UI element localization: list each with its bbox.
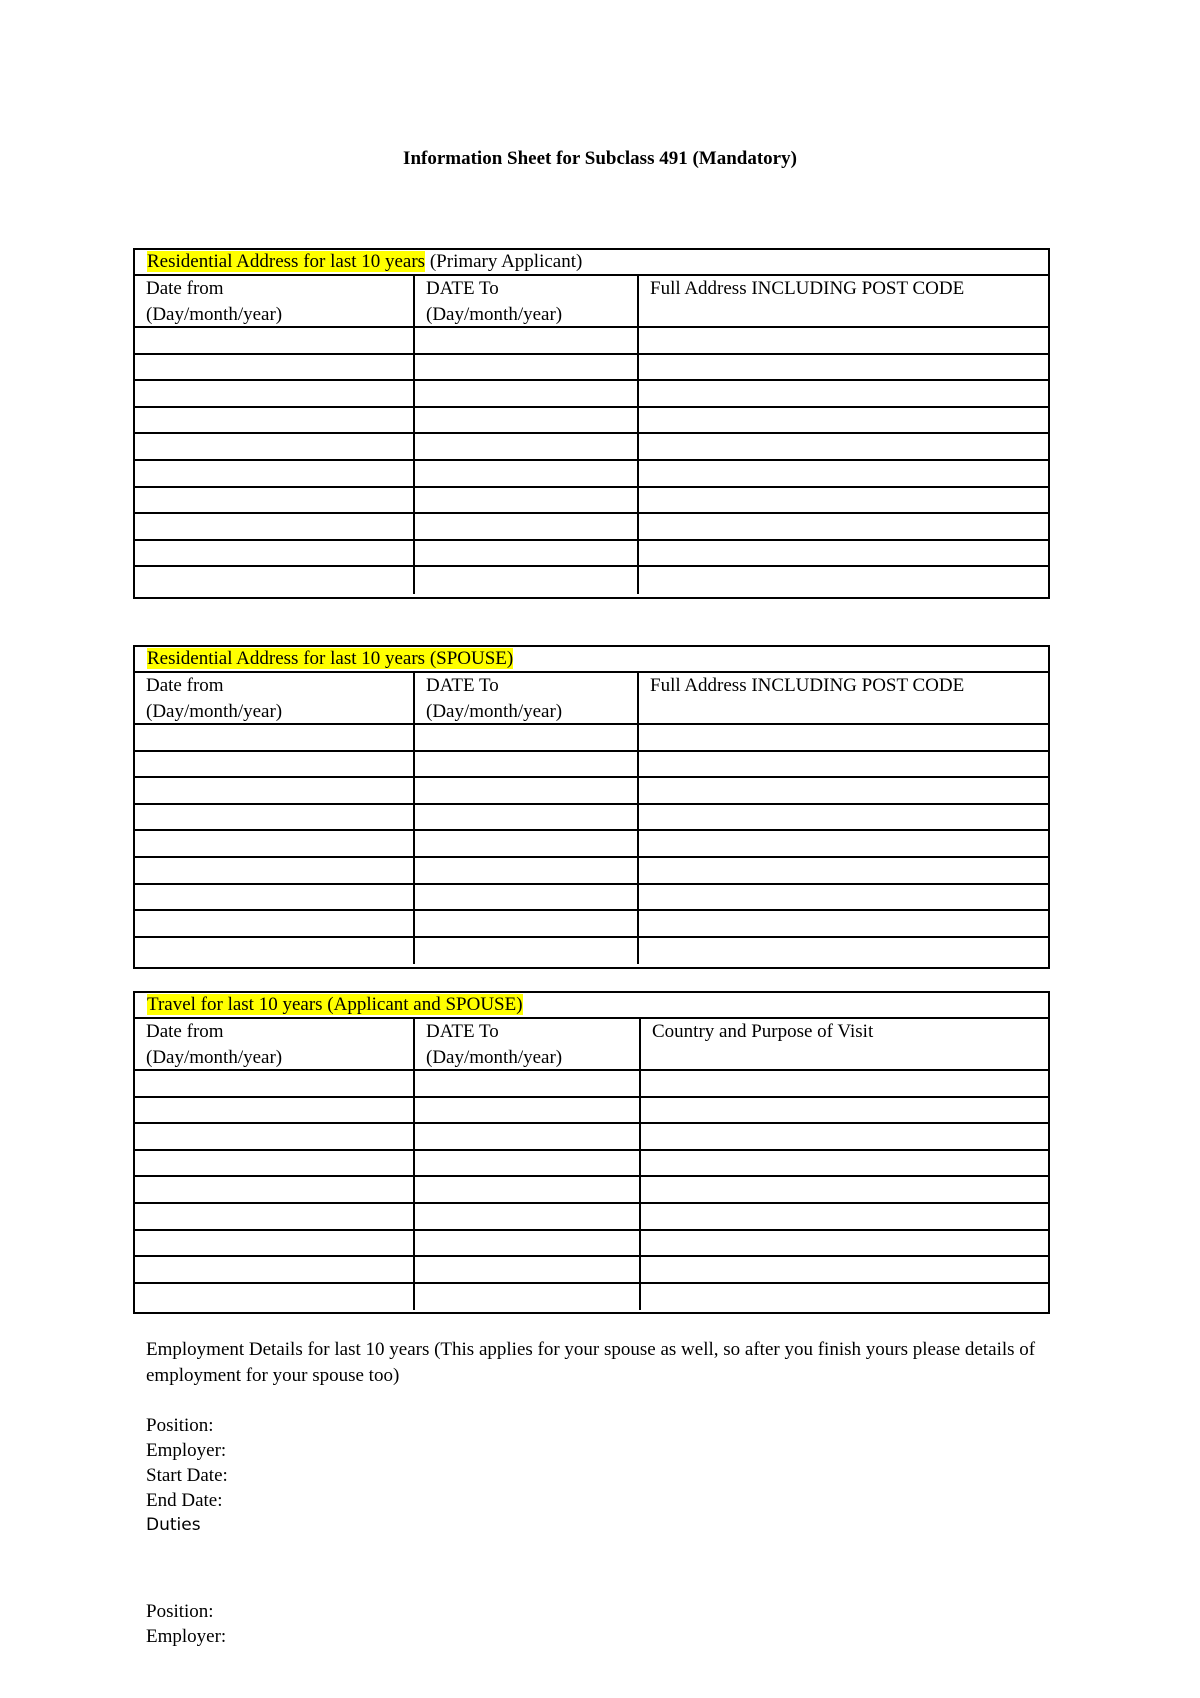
table-row[interactable] xyxy=(135,1124,1048,1151)
date-from-cell[interactable] xyxy=(135,514,415,539)
date-from-cell[interactable] xyxy=(135,461,415,486)
date-to-cell[interactable] xyxy=(415,514,639,539)
date-to-cell[interactable] xyxy=(415,488,639,513)
date-from-cell[interactable] xyxy=(135,1284,415,1311)
address-cell[interactable] xyxy=(639,752,1048,777)
table-header-row xyxy=(135,276,1048,328)
country-purpose-cell[interactable] xyxy=(641,1177,1048,1202)
start-date-label: Start Date: xyxy=(146,1465,228,1486)
table-row[interactable] xyxy=(135,725,1048,752)
address-cell[interactable] xyxy=(639,541,1048,566)
address-cell[interactable] xyxy=(639,461,1048,486)
address-cell[interactable] xyxy=(639,885,1048,910)
address-cell[interactable] xyxy=(639,514,1048,539)
date-to-cell[interactable] xyxy=(415,328,639,353)
table-header-row xyxy=(135,1019,1048,1071)
date-from-cell[interactable] xyxy=(135,1231,415,1256)
date-from-cell[interactable] xyxy=(135,1204,415,1229)
end-date-label: End Date: xyxy=(146,1490,223,1511)
date-from-cell[interactable] xyxy=(135,1151,415,1176)
caption-highlight: Residential Address for last 10 years xyxy=(147,251,426,272)
date-to-cell[interactable] xyxy=(415,434,639,459)
full-address-header: Full Address INCLUDING POST CODE xyxy=(650,675,965,696)
date-from-cell[interactable] xyxy=(135,725,415,750)
table-row[interactable] xyxy=(135,567,1048,594)
date-from-cell[interactable] xyxy=(135,778,415,803)
table-row[interactable] xyxy=(135,1204,1048,1231)
date-from-cell[interactable] xyxy=(135,408,415,433)
address-cell[interactable] xyxy=(639,725,1048,750)
date-to-cell[interactable] xyxy=(415,408,639,433)
date-to-cell[interactable] xyxy=(415,461,639,486)
table-row[interactable] xyxy=(135,461,1048,488)
table-row[interactable] xyxy=(135,1284,1048,1311)
date-to-cell[interactable] xyxy=(415,1204,641,1229)
address-cell[interactable] xyxy=(639,831,1048,856)
table-caption xyxy=(135,647,1048,673)
address-cell[interactable] xyxy=(639,778,1048,803)
date-to-cell[interactable] xyxy=(415,1151,641,1176)
date-from-cell[interactable] xyxy=(135,1257,415,1282)
table-row[interactable] xyxy=(135,1098,1048,1125)
date-to-cell[interactable] xyxy=(415,541,639,566)
country-purpose-header: Country and Purpose of Visit xyxy=(652,1021,874,1042)
table-row[interactable] xyxy=(135,1231,1048,1258)
employment-intro: Employment Details for last 10 years (This applies for your spouse as well, so after you finish yours please details of employment for your spouse too) xyxy=(146,1339,1036,1386)
table-row[interactable] xyxy=(135,805,1048,832)
date-to-cell[interactable] xyxy=(415,1071,641,1096)
address-cell[interactable] xyxy=(639,805,1048,830)
table-row[interactable] xyxy=(135,1071,1048,1098)
table-row[interactable] xyxy=(135,858,1048,885)
table-row[interactable] xyxy=(135,381,1048,408)
date-from-cell[interactable] xyxy=(135,355,415,380)
date-to-cell[interactable] xyxy=(415,885,639,910)
address-cell[interactable] xyxy=(639,381,1048,406)
date-to-cell[interactable] xyxy=(415,1284,641,1311)
country-purpose-cell[interactable] xyxy=(641,1231,1048,1256)
country-purpose-cell[interactable] xyxy=(641,1257,1048,1282)
date-to-header: DATE To (Day/month/year) xyxy=(415,276,639,326)
date-to-cell[interactable] xyxy=(415,1098,641,1123)
date-to-cell[interactable] xyxy=(415,1124,641,1149)
country-purpose-cell[interactable] xyxy=(641,1098,1048,1123)
date-from-cell[interactable] xyxy=(135,541,415,566)
employment-block-1 xyxy=(146,1413,228,1538)
address-cell[interactable] xyxy=(639,858,1048,883)
table-row[interactable] xyxy=(135,938,1048,965)
date-from-cell[interactable] xyxy=(135,1098,415,1123)
date-to-cell[interactable] xyxy=(415,567,639,594)
date-from-cell[interactable] xyxy=(135,434,415,459)
table-row[interactable] xyxy=(135,514,1048,541)
table-row[interactable] xyxy=(135,831,1048,858)
employment-block-2 xyxy=(146,1599,226,1649)
date-from-header: Date from (Day/month/year) xyxy=(135,276,415,326)
date-to-cell[interactable] xyxy=(415,725,639,750)
table-row[interactable] xyxy=(135,488,1048,515)
full-address-header: Full Address INCLUDING POST CODE xyxy=(650,278,965,299)
date-to-cell[interactable] xyxy=(415,938,639,965)
date-from-header: Date from (Day/month/year) xyxy=(135,1019,415,1069)
date-to-cell[interactable] xyxy=(415,1257,641,1282)
date-from-cell[interactable] xyxy=(135,805,415,830)
date-to-cell[interactable] xyxy=(415,381,639,406)
country-purpose-cell[interactable] xyxy=(641,1071,1048,1096)
date-from-cell[interactable] xyxy=(135,381,415,406)
table-row[interactable] xyxy=(135,408,1048,435)
table-row[interactable] xyxy=(135,778,1048,805)
address-cell[interactable] xyxy=(639,488,1048,513)
table-row[interactable] xyxy=(135,1177,1048,1204)
date-to-cell[interactable] xyxy=(415,805,639,830)
date-from-cell[interactable] xyxy=(135,1071,415,1096)
date-from-cell[interactable] xyxy=(135,488,415,513)
table-row[interactable] xyxy=(135,885,1048,912)
position-label: Position: xyxy=(146,1415,214,1436)
date-to-cell[interactable] xyxy=(415,778,639,803)
date-to-cell[interactable] xyxy=(415,858,639,883)
position-label: Position: xyxy=(146,1601,214,1622)
date-to-header: DATE To (Day/month/year) xyxy=(415,673,639,723)
table-caption xyxy=(135,250,1048,276)
caption-suffix: (Primary Applicant) xyxy=(425,251,583,272)
date-to-cell[interactable] xyxy=(415,911,639,936)
table-row[interactable] xyxy=(135,1257,1048,1284)
date-from-cell[interactable] xyxy=(135,1124,415,1149)
date-from-cell[interactable] xyxy=(135,567,415,594)
date-from-cell[interactable] xyxy=(135,1177,415,1202)
address-cell[interactable] xyxy=(639,911,1048,936)
date-to-cell[interactable] xyxy=(415,831,639,856)
country-purpose-cell[interactable] xyxy=(641,1151,1048,1176)
date-to-header: DATE To (Day/month/year) xyxy=(415,1019,641,1069)
address-cell[interactable] xyxy=(639,434,1048,459)
table-header-row xyxy=(135,673,1048,725)
table-row[interactable] xyxy=(135,328,1048,355)
date-to-cell[interactable] xyxy=(415,355,639,380)
travel-history-table xyxy=(133,991,1050,1314)
date-from-cell[interactable] xyxy=(135,858,415,883)
address-cell[interactable] xyxy=(639,408,1048,433)
date-to-cell[interactable] xyxy=(415,1231,641,1256)
duties-label: Duties xyxy=(146,1515,201,1535)
date-from-cell[interactable] xyxy=(135,831,415,856)
date-from-cell[interactable] xyxy=(135,752,415,777)
date-from-header: Date from (Day/month/year) xyxy=(135,673,415,723)
country-purpose-cell[interactable] xyxy=(641,1284,1048,1311)
employer-label: Employer: xyxy=(146,1626,227,1647)
country-purpose-cell[interactable] xyxy=(641,1124,1048,1149)
table-row[interactable] xyxy=(135,355,1048,382)
table-caption xyxy=(135,993,1048,1019)
address-cell[interactable] xyxy=(639,328,1048,353)
country-purpose-cell[interactable] xyxy=(641,1204,1048,1229)
date-to-cell[interactable] xyxy=(415,1177,641,1202)
table-row[interactable] xyxy=(135,911,1048,938)
address-cell[interactable] xyxy=(639,938,1048,965)
table-row[interactable] xyxy=(135,1151,1048,1178)
date-from-cell[interactable] xyxy=(135,328,415,353)
residential-address-primary-table xyxy=(133,248,1050,599)
date-from-cell[interactable] xyxy=(135,885,415,910)
caption-highlight: Residential Address for last 10 years (SPOUSE) xyxy=(147,648,514,669)
date-from-cell[interactable] xyxy=(135,938,415,965)
address-cell[interactable] xyxy=(639,567,1048,594)
caption-highlight: Travel for last 10 years (Applicant and SPOUSE) xyxy=(147,994,523,1015)
employer-label: Employer: xyxy=(146,1440,227,1461)
address-cell[interactable] xyxy=(639,355,1048,380)
table-row[interactable] xyxy=(135,434,1048,461)
document-title: Information Sheet for Subclass 491 (Mandatory) xyxy=(403,148,797,169)
table-row[interactable] xyxy=(135,752,1048,779)
date-from-cell[interactable] xyxy=(135,911,415,936)
date-to-cell[interactable] xyxy=(415,752,639,777)
residential-address-spouse-table xyxy=(133,645,1050,969)
table-row[interactable] xyxy=(135,541,1048,568)
